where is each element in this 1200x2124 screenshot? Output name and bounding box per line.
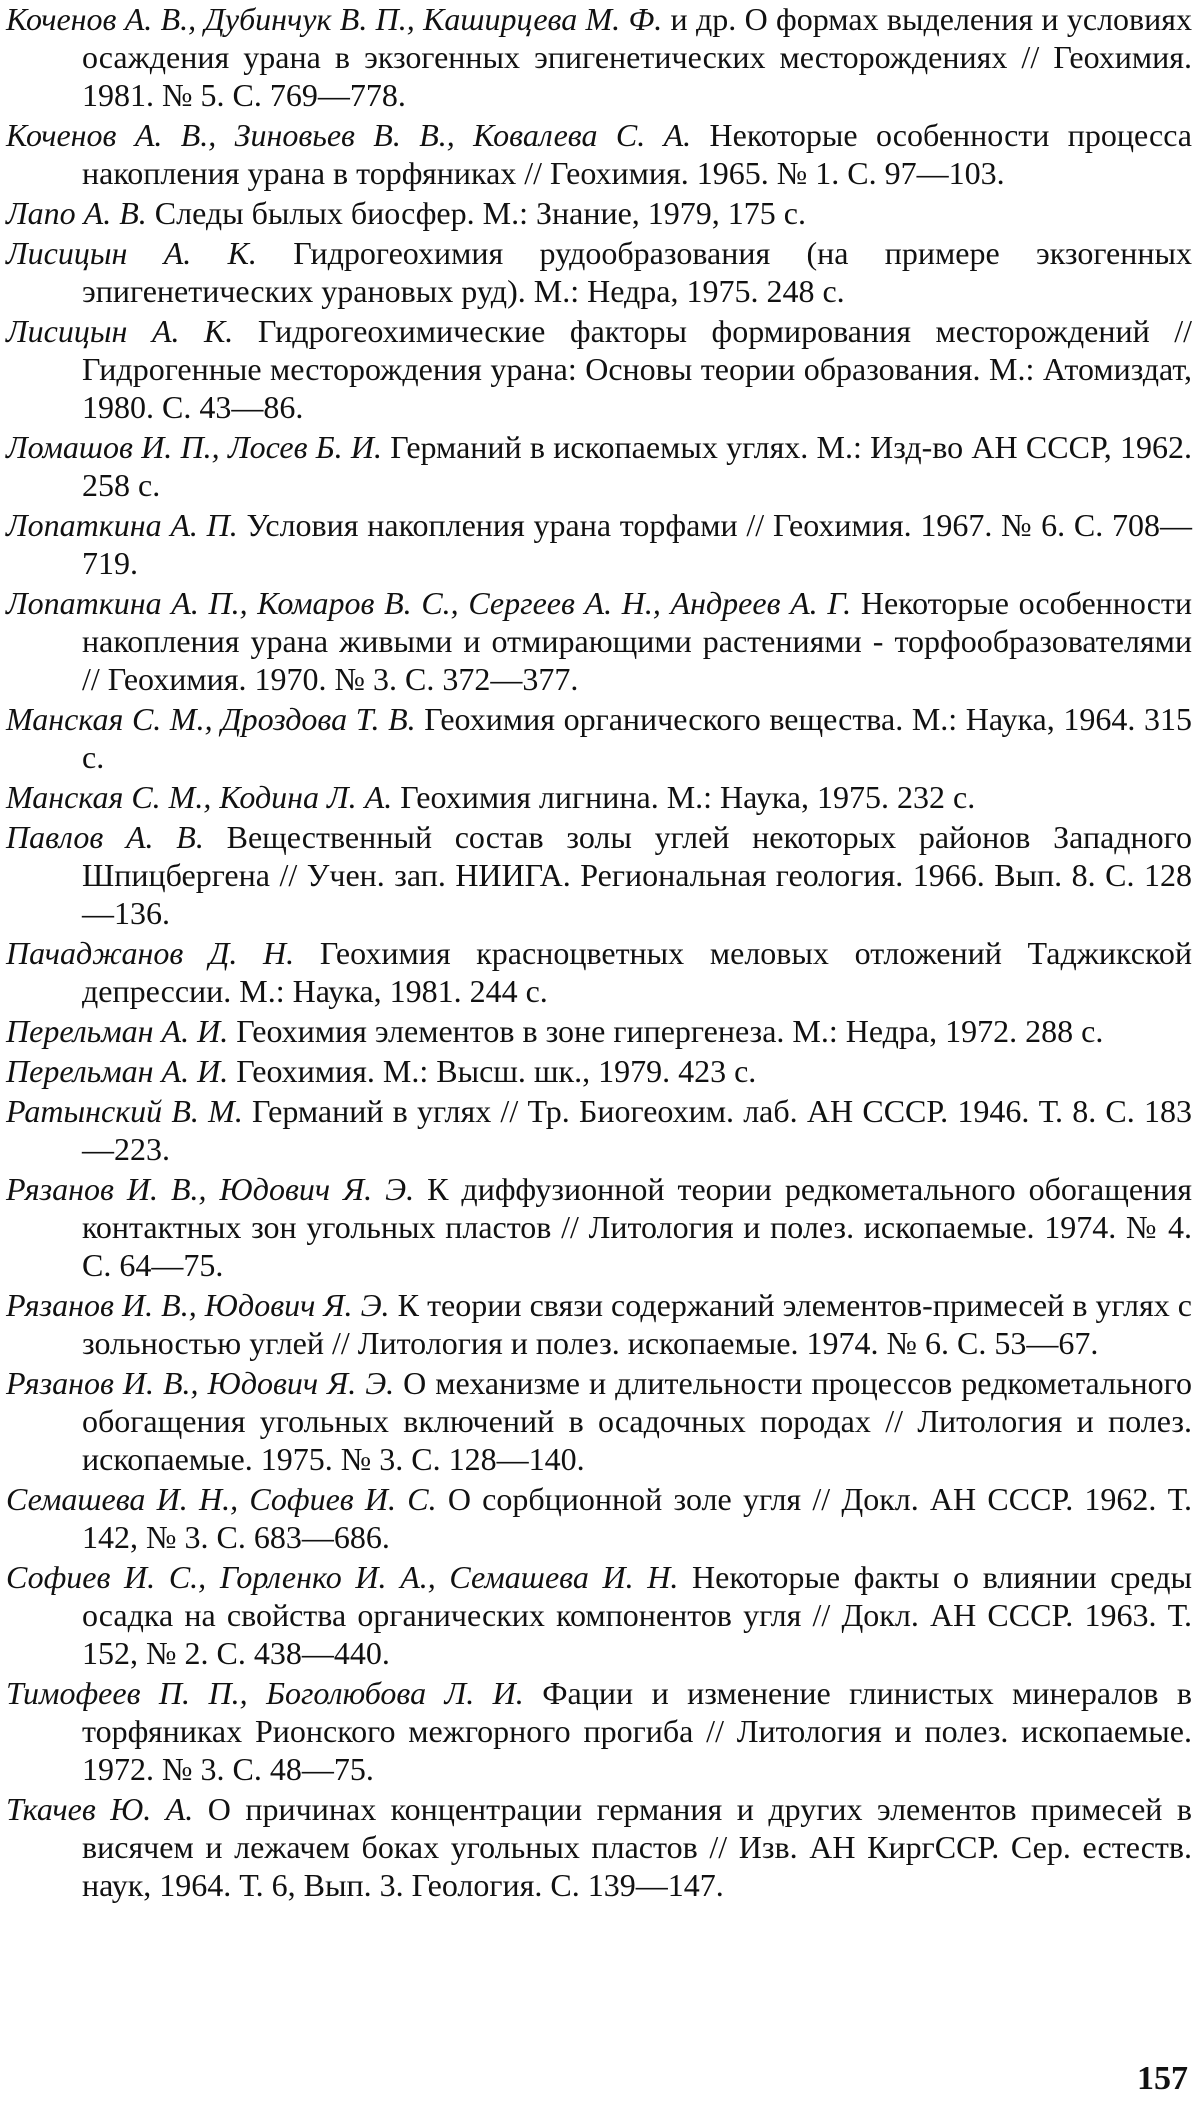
- reference-entry: [6, 1674, 1192, 1788]
- reference-authors: Ломашов И. П., Лосев Б. И.: [6, 429, 382, 465]
- reference-text: К теории связи содержаний элементов-примесей в углях с зольностью углей // Литология и полез. ископаемые. 1974. № 6. С. 53—67.: [82, 1287, 1193, 1361]
- reference-authors: Лисицын А. К.: [6, 313, 234, 349]
- reference-entry: [6, 1364, 1192, 1478]
- reference-entry: [6, 700, 1192, 776]
- reference-text: О механизме и длительности процессов редкометального обогащения угольных включений в осадочных породах // Литология и полез. ископаемые. 1975. № 3. С. 128—140.: [82, 1365, 1193, 1477]
- reference-text: Геохимия. М.: Высш. шк., 1979. 423 с.: [228, 1053, 757, 1089]
- reference-authors: Перельман А. И.: [6, 1053, 229, 1089]
- reference-entry: [6, 1052, 1192, 1090]
- reference-list: [6, 0, 1192, 1904]
- reference-entry: [6, 312, 1192, 426]
- reference-authors: Павлов А. В.: [6, 819, 204, 855]
- reference-authors: Семашева И. Н., Софиев И. С.: [6, 1481, 437, 1517]
- reference-entry: [6, 1170, 1192, 1284]
- reference-entry: [6, 934, 1192, 1010]
- reference-text: Некоторые факты о влиянии среды осадка на свойства органических компонентов угля // Докл. АН СССР. 1963. Т. 152, № 2. С. 438—440.: [82, 1559, 1193, 1671]
- reference-entry: [6, 194, 1192, 232]
- reference-authors: Лапо А. В.: [6, 195, 147, 231]
- reference-text: Следы былых биосфер. М.: Знание, 1979, 175 с.: [146, 195, 806, 231]
- reference-text: Германий в ископаемых углях. М.: Изд-во АН СССР, 1962. 258 с.: [82, 429, 1192, 503]
- reference-entry: [6, 1286, 1192, 1362]
- reference-text: Геохимия лигнина. М.: Наука, 1975. 232 с.: [392, 779, 976, 815]
- reference-entry: [6, 1480, 1192, 1556]
- reference-authors: Коченов А. В., Дубинчук В. П., Каширцева М. Ф.: [6, 1, 663, 37]
- reference-authors: Рязанов И. В., Юдович Я. Э.: [6, 1365, 395, 1401]
- reference-authors: Рязанов И. В., Юдович Я. Э.: [6, 1287, 390, 1323]
- reference-authors: Лопаткина А. П., Комаров В. С., Сергеев А. Н., Андреев А. Г.: [6, 585, 852, 621]
- reference-entry: [6, 0, 1192, 114]
- reference-authors: Рязанов И. В., Юдович Я. Э.: [6, 1171, 415, 1207]
- reference-entry: [6, 1012, 1192, 1050]
- reference-text: О сорбционной золе угля // Докл. АН СССР. 1962. Т. 142, № 3. С. 683—686.: [82, 1481, 1193, 1555]
- reference-authors: Манская С. М., Дроздова Т. В.: [6, 701, 416, 737]
- reference-entry: [6, 584, 1192, 698]
- reference-entry: [6, 778, 1192, 816]
- bibliography-page: [6, 0, 1192, 1906]
- reference-entry: [6, 818, 1192, 932]
- reference-entry: [6, 1558, 1192, 1672]
- reference-authors: Тимофеев П. П., Боголюбова Л. И.: [6, 1675, 524, 1711]
- reference-text: О причинах концентрации германия и других элементов примесей в висячем и лежачем боках угольных пластов // Изв. АН КиргССР. Сер. естеств. наук, 1964. Т. 6, Вып. 3. Геология. С. 139—147.: [82, 1791, 1193, 1903]
- reference-text: Гидрогеохимические факторы формирования месторождений // Гидрогенные месторождения урана: Основы теории образования. М.: Атомиздат, 1980. С. 43—86.: [82, 313, 1193, 425]
- reference-text: Вещественный состав золы углей некоторых районов Западного Шпицбергена // Учен. зап. НИИГА. Региональная геология. 1966. Вып. 8. С. 128—136.: [82, 819, 1193, 931]
- reference-text: Некоторые особенности процесса накопления урана в торфяниках // Геохимия. 1965. № 1. С. 97—103.: [82, 117, 1193, 191]
- reference-authors: Перельман А. И.: [6, 1013, 229, 1049]
- reference-text: Некоторые особенности накопления урана живыми и отмирающими растениями - торфообразователями // Геохимия. 1970. № 3. С. 372—377.: [82, 585, 1193, 697]
- reference-entry: [6, 1790, 1192, 1904]
- reference-text: Геохимия красноцветных меловых отложений Таджикской депрессии. М.: Наука, 1981. 244 с.: [82, 935, 1193, 1009]
- reference-entry: [6, 428, 1192, 504]
- reference-entry: [6, 116, 1192, 192]
- reference-text: и др. О формах выделения и условиях осаждения урана в экзогенных эпигенетических месторождениях // Геохимия. 1981. № 5. С. 769—778.: [82, 1, 1193, 113]
- reference-entry: [6, 1092, 1192, 1168]
- reference-authors: Ратынский В. М.: [6, 1093, 243, 1129]
- reference-text: Геохимия органического вещества. М.: Наука, 1964. 315 с.: [82, 701, 1193, 775]
- page-number: 157: [1137, 2060, 1188, 2097]
- reference-entry: [6, 506, 1192, 582]
- reference-authors: Лопаткина А. П.: [6, 507, 238, 543]
- reference-authors: Коченов А. В., Зиновьев В. В., Ковалева С. А.: [6, 117, 692, 153]
- reference-authors: Манская С. М., Кодина Л. А.: [6, 779, 393, 815]
- reference-text: Условия накопления урана торфами // Геохимия. 1967. № 6. С. 708—719.: [82, 507, 1193, 581]
- reference-authors: Ткачев Ю. А.: [6, 1791, 194, 1827]
- reference-text: Фации и изменение глинистых минералов в торфяниках Рионского межгорного прогиба // Литология и полез. ископаемые. 1972. № 3. С. 48—75.: [82, 1675, 1193, 1787]
- reference-text: Германий в углях // Тр. Биогеохим. лаб. АН СССР. 1946. Т. 8. С. 183—223.: [82, 1093, 1193, 1167]
- reference-entry: [6, 234, 1192, 310]
- reference-text: К диффузионной теории редкометального обогащения контактных зон угольных пластов // Литология и полез. ископаемые. 1974. № 4. С. 64—75.: [82, 1171, 1193, 1283]
- reference-authors: Софиев И. С., Горленко И. А., Семашева И. Н.: [6, 1559, 679, 1595]
- reference-authors: Пачаджанов Д. Н.: [6, 935, 295, 971]
- reference-text: Гидрогеохимия рудообразования (на примере экзогенных эпигенетических урановых руд). М.: Недра, 1975. 248 с.: [82, 235, 1193, 309]
- reference-authors: Лисицын А. К.: [6, 235, 257, 271]
- reference-text: Геохимия элементов в зоне гипергенеза. М.: Недра, 1972. 288 с.: [228, 1013, 1104, 1049]
